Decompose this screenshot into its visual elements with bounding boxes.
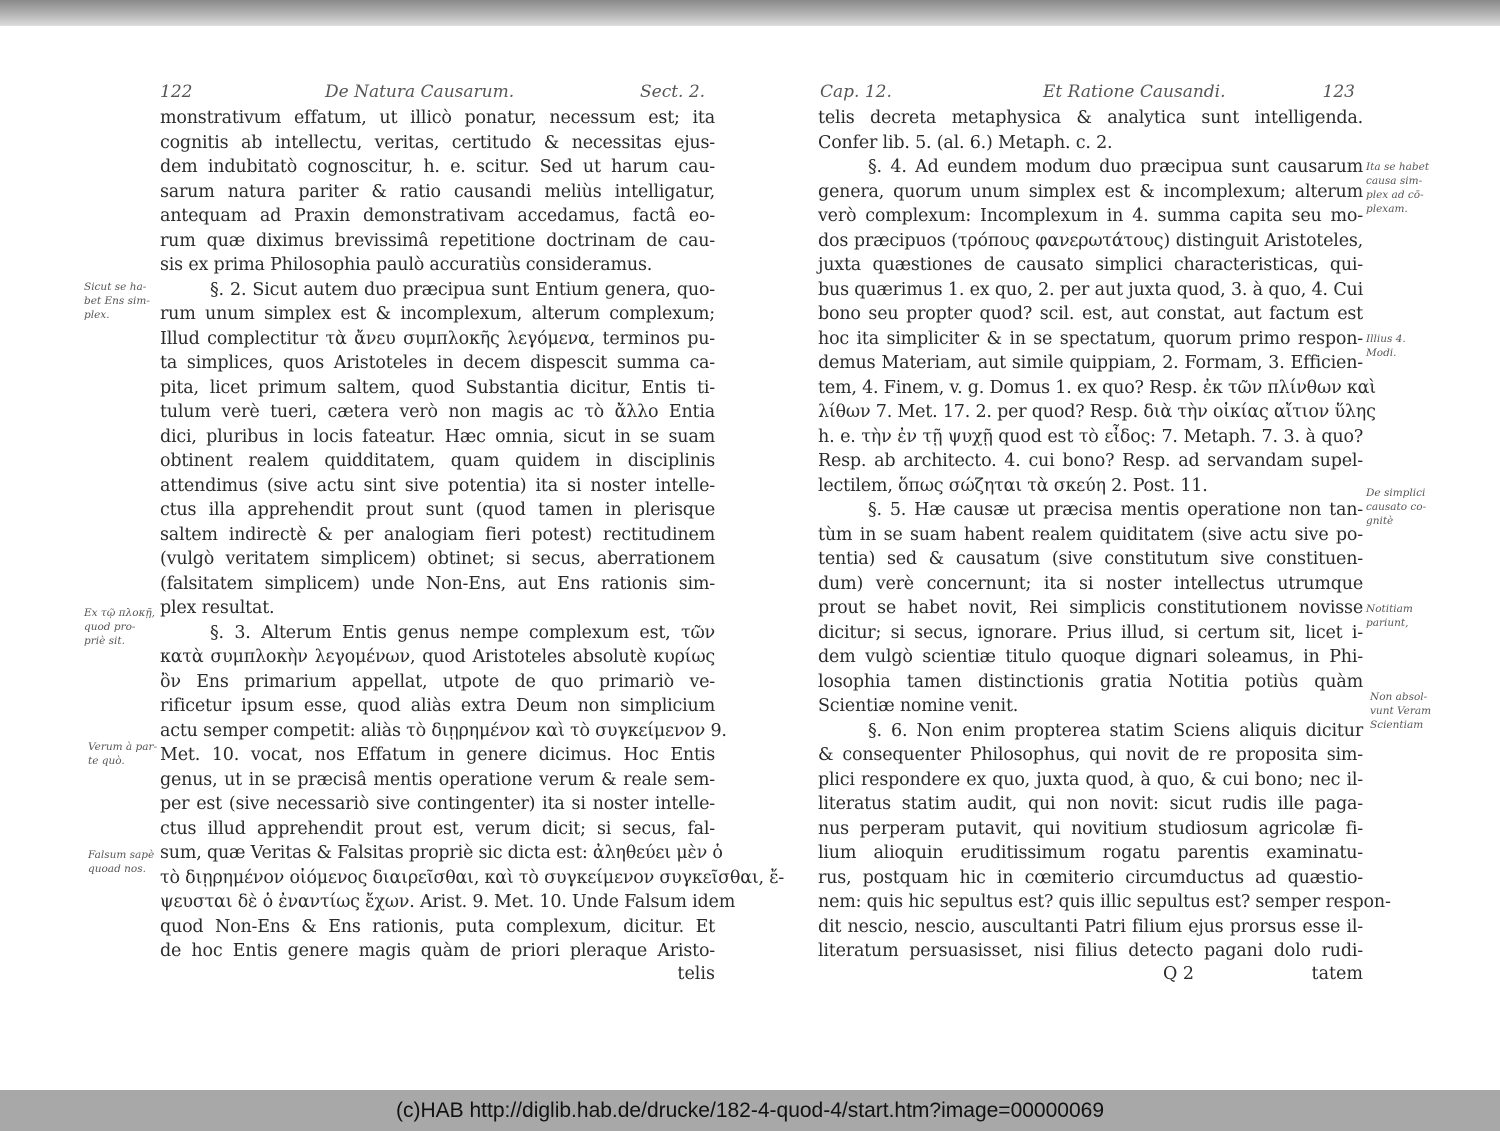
text-line: ὂν Ens primarium appellat, utpote de quo primariò ve- bbox=[160, 671, 715, 692]
left-page-body bbox=[160, 106, 785, 964]
right-page-title: Et Ratione Causandi. bbox=[1043, 82, 1226, 102]
text-line: bono seu propter quod? scil. est, aut constat, aut factum est bbox=[818, 304, 1363, 324]
paragraph-start: §. 4. Ad eundem modum duo præcipua sunt causarum bbox=[868, 157, 1363, 177]
text-line: bus quærimus 1. ex quo, 2. per aut juxta quod, 3. à quo, 4. Cui bbox=[818, 279, 1363, 300]
text-line: (falsitatem simplicem) unde Non-Ens, aut Ens rationis sim- bbox=[160, 573, 715, 594]
text-line: ctus illud apprehendit prout est, verum dicit; si secus, fal- bbox=[160, 818, 715, 839]
margin-note-right-4: Notitiam pariunt, bbox=[1366, 603, 1413, 629]
text-line: demus Materiam, aut simile quippiam, 2. Formam, 3. Efficien- bbox=[818, 353, 1363, 373]
text-line: ψευσται δὲ ὁ ἐναντίως ἔχων. Arist. 9. Met. 10. Unde Falsum idem bbox=[160, 892, 736, 912]
text-line: tùm in se suam habent realem quiditatem (sive actu sive po- bbox=[818, 524, 1363, 545]
text-line: antequam ad Praxin demonstrativam accedamus, factâ eo- bbox=[160, 206, 715, 226]
text-line: saltem indirectè & per analogiam fieri potest) rectitudinem bbox=[160, 524, 715, 545]
margin-note-right-1: Ita se habet causa sim- plex ad cō- plexam. bbox=[1366, 161, 1430, 215]
text-line: monstrativum effatum, ut illicò ponatur, necessum est; ita bbox=[160, 108, 715, 128]
text-line: dici, pluribus in locis fateatur. Hæc omnia, sicut in se suam bbox=[160, 426, 715, 447]
text-line: telis decreta metaphysica & analytica sunt intelligenda. bbox=[818, 108, 1363, 128]
text-line: tulum verè tueri, cætera verò non magis ac τὸ ἄλλο Entia bbox=[160, 402, 715, 422]
text-line: nus perperam putavit, qui novitium studiosum agricolæ fi- bbox=[818, 818, 1363, 839]
text-line: rum quæ diximus brevissimâ repetitione doctrinam de cau- bbox=[160, 230, 715, 251]
text-line: actu semper competit: aliàs τὸ διῃρημένον καὶ τὸ συγκείμενον 9. bbox=[160, 720, 727, 741]
text-line: (vulgò veritatem simplicem) obtinet; si secus, aberrationem bbox=[160, 549, 715, 569]
text-line: obtinent realem quidditatem, quam quidem in disciplinis bbox=[160, 451, 715, 471]
left-running-head bbox=[160, 82, 715, 104]
text-line: dum) verè concernunt; ita si noster intellectus utrumque bbox=[818, 573, 1363, 594]
text-line: dos præcipuos (τρόπους φανερωτάτους) distinguit Aristoteles, bbox=[818, 230, 1363, 251]
text-line: hoc ita simpliciter & in se spectatum, quorum primo respon- bbox=[818, 328, 1363, 349]
text-line: lium alioquin eruditissimum rogatu parentis examinatu- bbox=[818, 843, 1363, 863]
text-line: plex resultat. bbox=[160, 598, 275, 618]
right-page-chapter: Cap. 12. bbox=[820, 82, 892, 102]
text-line: plici respondere ex quo, juxta quod, à quo, & cui bono; nec il- bbox=[818, 769, 1363, 790]
right-running-head bbox=[818, 82, 1363, 104]
left-page-number: 122 bbox=[160, 82, 193, 102]
left-page-section: Sect. 2. bbox=[640, 82, 706, 102]
margin-note-left-2: Ex τῷ πλοκῇ, quod pro- priè sit. bbox=[84, 607, 156, 647]
text-line: tentia) sed & causatum (sive constitutum sive constituen- bbox=[818, 549, 1363, 569]
text-line: prout se habet novit, Rei simplicis constitutionem novisse bbox=[818, 598, 1363, 618]
text-line: sis ex prima Philosophia paulò accuratiùs consideramus. bbox=[160, 255, 653, 275]
text-line: λίθων 7. Met. 17. 2. per quod? Resp. διὰ τὴν οἰκίας αἴτιον ὕλης bbox=[818, 402, 1376, 422]
scan-top-edge bbox=[0, 0, 1500, 26]
margin-note-left-1: Sicut se ha- bet Ens sim- plex. bbox=[84, 281, 150, 321]
text-line: dit nescio, nescio, auscultanti Patri filium ejus prorsus esse il- bbox=[818, 916, 1363, 937]
text-line: rificetur ipsum esse, quod aliàs extra Deum non simplicium bbox=[160, 696, 715, 716]
text-line: rus, postquam hic in cœmiterio circumductus ad quæstio- bbox=[818, 867, 1363, 888]
margin-note-right-3: De simplici causato co- gnitè bbox=[1366, 487, 1427, 527]
text-line: Resp. ab architecto. 4. cui bono? Resp. ad servandam supel- bbox=[818, 451, 1363, 471]
text-line: Confer lib. 5. (al. 6.) Metaph. c. 2. bbox=[818, 132, 1113, 153]
text-line: τὸ διῃρημένον οἰόμενος διαιρεῖσθαι, καὶ τὸ συγκείμενον συγκεῖσθαι, ἔ- bbox=[160, 867, 785, 888]
paragraph-start: §. 5. Hæ causæ ut præcisa mentis operatione non tan- bbox=[868, 500, 1363, 520]
text-line: de hoc Entis genere magis quàm de priori pleraque Aristo- bbox=[160, 941, 715, 961]
text-line: verò complexum: Incomplexum in 4. summa capita seu mo- bbox=[818, 206, 1363, 226]
text-line: & consequenter Philosophus, qui novit de re proposita sim- bbox=[818, 745, 1363, 765]
margin-note-right-5: Non absol- vunt Veram Scientiam bbox=[1370, 691, 1432, 731]
signature-mark: Q 2 bbox=[1163, 963, 1195, 984]
text-line: per est (sive necessariò sive contingenter) ita si noster intelle- bbox=[160, 794, 715, 814]
margin-note-right-2: Illius 4. Modi. bbox=[1366, 333, 1406, 359]
text-line: attendimus (sive actu sint sive potentia) ita si noster intelle- bbox=[160, 475, 715, 496]
copyright-credit-bar: (c)HAB http://diglib.hab.de/drucke/182-4-quod-4/start.htm?image=00000069 bbox=[0, 1090, 1500, 1131]
left-page-title: De Natura Causarum. bbox=[325, 82, 515, 102]
text-line: dem indubitatò cognoscitur, h. e. scitur. Sed ut harum cau- bbox=[160, 157, 715, 177]
text-line: nem: quis hic sepultus est? quis illic sepultus est? semper respon- bbox=[818, 892, 1391, 912]
text-line: pita, licet primum saltem, quod Substantia dicitur, Entis ti- bbox=[160, 377, 715, 398]
text-line: κατὰ συμπλοκὴν λεγομένων, quod Aristoteles absolutè κυρίως bbox=[160, 647, 715, 667]
text-line: literatus statim audit, qui non novit: sicut rudis ille paga- bbox=[818, 794, 1363, 814]
text-line: juxta quæstiones de causato simplici characteristicas, qui- bbox=[818, 255, 1363, 275]
left-catchword: telis bbox=[677, 963, 715, 984]
text-line: Scientiæ nomine venit. bbox=[818, 696, 1019, 716]
text-line: Illud complectitur τὰ ἄνευ συμπλοκῆς λεγόμενα, terminos pu- bbox=[160, 328, 715, 349]
text-line: lectilem, ὅπως σώζηται τὰ σκεύη 2. Post. 11. bbox=[818, 475, 1208, 496]
left-page-footer bbox=[160, 964, 715, 990]
text-line: losophia tamen distinctionis gratia Notitia potiùs quàm bbox=[818, 671, 1363, 692]
right-catchword: tatem bbox=[1311, 963, 1363, 984]
text-line: sarum natura pariter & ratio causandi meliùs intelligatur, bbox=[160, 181, 715, 202]
text-line: genus, ut in se præcisâ mentis operatione verum & reale sem- bbox=[160, 769, 715, 790]
margin-note-left-4: Falsum sapè quoad nos. bbox=[88, 849, 155, 875]
text-line: dem vulgò scientiæ titulo quoque dignari soleamus, in Phi- bbox=[818, 647, 1363, 667]
text-line: ctus illa apprehendit prout sunt (quod tamen in plerisque bbox=[160, 500, 715, 520]
text-line: Met. 10. vocat, nos Effatum in genere dicimus. Hoc Entis bbox=[160, 745, 715, 765]
margin-note-left-3: Verum à par- te quò. bbox=[88, 741, 158, 767]
text-line: tem, 4. Finem, v. g. Domus 1. ex quo? Resp. ἐκ τῶν πλίνθων καὶ bbox=[818, 377, 1376, 398]
text-line: h. e. τὴν ἐν τῇ ψυχῇ quod est τὸ εἶδος: 7. Metaph. 7. 3. à quo? bbox=[818, 426, 1363, 447]
text-line: genera, quorum unum simplex est & incomplexum; alterum bbox=[818, 181, 1363, 202]
text-line: literatum persuasisset, nisi filius detecto pagani dolo rudi- bbox=[818, 941, 1363, 961]
text-line: ta simplices, quos Aristoteles in decem dispescit summa ca- bbox=[160, 353, 715, 373]
text-line: sum, quæ Veritas & Falsitas propriè sic dicta est: ἀληθεύει μὲν ὁ bbox=[160, 843, 723, 863]
right-page-footer bbox=[818, 964, 1363, 990]
text-line: dicitur; si secus, ignorare. Prius illud, si certum sit, licet i- bbox=[818, 622, 1363, 643]
left-page bbox=[160, 82, 785, 990]
paragraph-start: §. 6. Non enim propterea statim Sciens aliquis dicitur bbox=[868, 720, 1363, 741]
right-page-number: 123 bbox=[1322, 82, 1355, 102]
text-line: cognitis ab intellectu, veritas, certitudo & necessitas ejus- bbox=[160, 132, 715, 153]
paragraph-start: §. 3. Alterum Entis genus nempe complexum est, τῶν bbox=[210, 622, 715, 643]
text-line: rum unum simplex est & incomplexum, alterum complexum; bbox=[160, 304, 715, 324]
text-line: quod Non-Ens & Ens rationis, puta complexum, dicitur. Et bbox=[160, 916, 715, 937]
paragraph-start: §. 2. Sicut autem duo præcipua sunt Entium genera, quo- bbox=[210, 279, 715, 300]
